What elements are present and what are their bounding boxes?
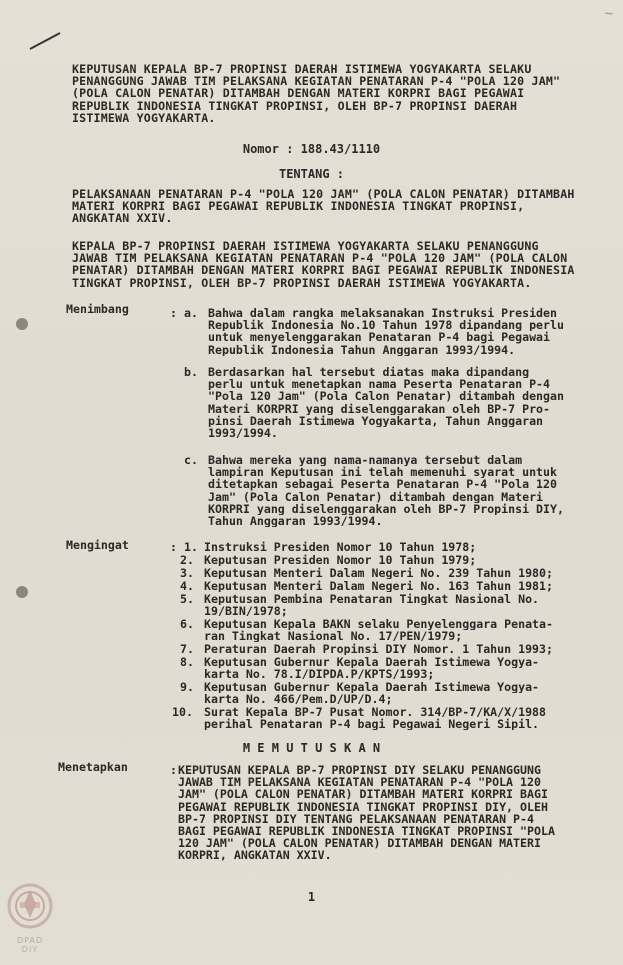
decision-line: JAM" (POLA CALON PENATAR) DITAMBAH MATERI KORPRI BAGI	[178, 788, 548, 801]
item-marker: :	[170, 763, 177, 777]
tentang-heading: TENTANG :	[278, 167, 345, 181]
item-line: KORPRI yang diselenggarakan oleh BP-7 Propinsi DIY,	[208, 502, 564, 516]
item-line: Instruksi Presiden Nomor 10 Tahun 1978;	[204, 541, 477, 553]
decision-line: KORPRI, ANGKATAN XXIV.	[178, 849, 332, 862]
menetapkan-label: Menetapkan	[58, 760, 128, 774]
item-line: Bahwa dalam rangka melaksanakan Instruksi Presiden	[208, 307, 558, 320]
item-number: 8.	[180, 655, 194, 669]
main-title-line: PENANGGUNG JAWAB TIM PELAKSANA KEGIATAN PENATARAN P-4 "POLA 120 JAM"	[72, 75, 561, 88]
subject-line: PELAKSANAAN PENATARAN P-4 "POLA 120 JAM" (POLA CALON PENATAR) DITAMBAH	[72, 188, 575, 201]
memutuskan-heading: M E M U T U S K A N	[242, 741, 381, 755]
authority-heading	[72, 240, 597, 289]
item-number: : 1.	[170, 540, 198, 554]
item-line: Tahun Anggaran 1993/1994.	[208, 515, 383, 528]
page-number: 1	[307, 890, 316, 904]
authority-line: PENATAR) DITAMBAH DENGAN MATERI KORPRI BAGI PEGAWAI REPUBLIK INDONESIA	[72, 264, 575, 277]
main-title-line: (POLA CALON PENATAR) DITAMBAH DENGAN MATERI KORPRI BAGI PEGAWAI	[72, 87, 525, 100]
item-marker: c.	[184, 453, 198, 467]
corner-mark: ~	[604, 6, 613, 22]
main-title-line: KEPUTUSAN KEPALA BP-7 PROPINSI DAERAH ISTIMEWA YOGYAKARTA SELAKU	[72, 63, 532, 76]
item-line: Keputusan Pembina Penataran Tingkat Nasional No.	[204, 593, 540, 605]
menimbang-label: Menimbang	[66, 302, 129, 316]
item-line: perihal Penataran P-4 bagi Pegawai Negeri Sipil.	[204, 718, 540, 730]
item-line: Materi KORPRI yang diselenggarakan oleh BP-7 Pro-	[208, 402, 551, 415]
item-line: "Pola 120 Jam" (Pola Calon Penatar) ditambah dengan	[208, 390, 564, 403]
item-line: 1993/1994.	[208, 427, 278, 440]
item-line: Keputusan Menteri Dalam Negeri No. 163 Tahun 1981;	[204, 580, 554, 592]
item-number: 7.	[180, 642, 194, 656]
punch-hole	[16, 318, 28, 330]
item-line: ran Tingkat Nasional No. 17/PEN/1979;	[204, 630, 463, 642]
item-line: pinsi Daerah Istimewa Yogyakarta, Tahun Anggaran	[208, 414, 544, 428]
item-line: perlu untuk menetapkan nama Peserta Penataran P-4	[208, 378, 551, 391]
item-line: Jam" (Pola Calon Penatar) ditambah dengan Materi	[208, 490, 544, 503]
item-line: untuk menyelenggarakan Penataran P-4 bagi Pegawai	[208, 331, 551, 344]
subject-line: MATERI KORPRI BAGI PEGAWAI REPUBLIK INDONESIA TINGKAT PROPINSI,	[72, 200, 525, 213]
item-number: 9.	[180, 680, 194, 694]
item-line: Bahwa mereka yang nama-namanya tersebut dalam	[208, 454, 523, 467]
item-line: Peraturan Daerah Propinsi DIY Nomor. 1 Tahun 1993;	[204, 643, 554, 655]
item-line: Surat Kepala BP-7 Pusat Nomor. 314/BP-7/KA/X/1988	[204, 706, 547, 718]
authority-line: JAWAB TIM PELAKSANA KEGIATAN PENATARAN P-4 "POLA 120 JAM" (POLA CALON	[72, 252, 568, 265]
item-line: karta No. 466/Pem.D/UP/D.4;	[204, 693, 393, 705]
item-line: Republik Indonesia Tahun Anggaran 1993/1994.	[208, 343, 516, 356]
item-line: lampiran Keputusan ini telah memenuhi syarat untuk	[208, 466, 558, 479]
item-number: 2.	[180, 553, 194, 567]
decree-number: Nomor : 188.43/1110	[242, 142, 381, 156]
decision-line: KEPUTUSAN KEPALA BP-7 PROPINSI DIY SELAKU PENANGGUNG	[178, 764, 541, 777]
mengingat-label: Mengingat	[66, 538, 129, 552]
item-number: 6.	[180, 617, 194, 631]
item-line: Keputusan Gubernur Kepala Daerah Istimewa Yogya-	[204, 656, 540, 668]
subject-title	[72, 188, 597, 225]
item-line: karta No. 78.I/DIPDA.P/KPTS/1993;	[204, 668, 435, 680]
main-title-line: ISTIMEWA YOGYAKARTA.	[72, 111, 216, 125]
item-line: Keputusan Presiden Nomor 10 Tahun 1979;	[204, 554, 477, 566]
item-number: 5.	[180, 592, 194, 606]
archive-seal-icon	[6, 880, 54, 936]
item-line: 19/BIN/1978;	[204, 605, 288, 617]
item-line: Keputusan Kepala BAKN selaku Penyelenggara Penata-	[204, 618, 554, 630]
decision-line: 120 JAM" (POLA CALON PENATAR) DITAMBAH DENGAN MATERI	[178, 837, 541, 850]
item-marker: : a.	[170, 306, 198, 320]
authority-line: KEPALA BP-7 PROPINSI DAERAH ISTIMEWA YOGYAKARTA SELAKU PENANGGUNG	[72, 240, 539, 253]
authority-line: TINGKAT PROPINSI, OLEH BP-7 PROPINSI DAERAH ISTIMEWA YOGYAKARTA.	[72, 276, 532, 289]
item-number: 4.	[180, 579, 194, 593]
seal-text: DPAD DIY	[16, 936, 44, 954]
subject-line: ANGKATAN XXIV.	[72, 212, 173, 225]
item-number: 10.	[172, 705, 193, 719]
decision-line: BP-7 PROPINSI DIY TENTANG PELAKSANAAN PENATARAN P-4	[178, 812, 534, 826]
item-line: Keputusan Menteri Dalam Negeri No. 239 Tahun 1980;	[204, 567, 554, 579]
item-line: Berdasarkan hal tersebut diatas maka dipandang	[208, 366, 530, 379]
item-line: ditetapkan sebagai Peserta Penataran P-4 "Pola 120	[208, 478, 558, 491]
item-number: 3.	[180, 566, 194, 580]
main-title	[72, 63, 597, 124]
punch-hole	[16, 586, 28, 598]
item-line: Republik Indonesia No.10 Tahun 1978 dipandang perlu	[208, 319, 564, 332]
pen-mark	[30, 32, 61, 50]
decision-line: PEGAWAI REPUBLIK INDONESIA TINGKAT PROPINSI DIY, OLEH	[178, 800, 548, 813]
decision-line: JAWAB TIM PELAKSANA KEGIATAN PENATARAN P-4 "POLA 120	[178, 776, 541, 789]
item-line: Keputusan Gubernur Kepala Daerah Istimewa Yogya-	[204, 681, 540, 693]
item-marker: b.	[184, 365, 198, 379]
main-title-line: REPUBLIK INDONESIA TINGKAT PROPINSI, OLEH BP-7 PROPINSI DAERAH	[72, 99, 518, 112]
decision-line: BAGI PEGAWAI REPUBLIK INDONESIA TINGKAT PROPINSI "POLA	[178, 825, 555, 838]
